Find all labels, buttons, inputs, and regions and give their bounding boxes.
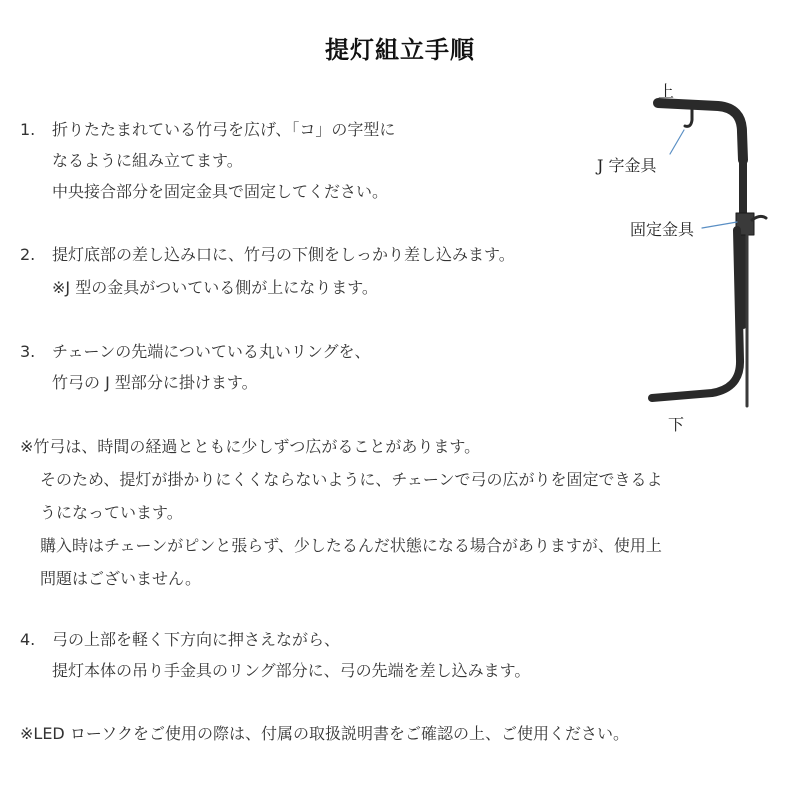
bow-lower-vertical — [652, 230, 740, 398]
j-hook-icon — [685, 108, 692, 126]
step-line: 中央接合部分を固定金具で固定してください。 — [52, 182, 389, 201]
step-number: 3. — [20, 342, 36, 361]
note-line: うになっています。 — [40, 503, 183, 522]
bow-top-arm — [658, 103, 743, 160]
step-number: 2. — [20, 245, 36, 264]
step-line: 提灯底部の差し込み口に、竹弓の下側をしっかり差し込みます。 — [52, 245, 515, 264]
note-line: 問題はございません。 — [40, 569, 201, 588]
bamboo-bow-illustration — [600, 80, 780, 420]
label-clamp: 固定金具 — [630, 220, 695, 239]
note-line: そのため、提灯が掛かりにくくならないように、チェーンで弓の広がりを固定できるよ — [40, 470, 663, 489]
step-line: 竹弓の J 型部分に掛けます。 — [52, 373, 258, 392]
note-line: ※竹弓は、時間の経過とともに少しずつ広がることがあります。 — [20, 437, 481, 456]
note-line: 購入時はチェーンがピンと張らず、少したるんだ状態になる場合がありますが、使用上 — [40, 536, 662, 555]
label-bottom: 下 — [668, 415, 685, 434]
step-line: ※J 型の金具がついている側が上になります。 — [52, 278, 378, 297]
step-number: 1. — [20, 120, 36, 139]
leader-line-clamp — [702, 222, 737, 228]
leader-line-j-hook — [670, 130, 684, 154]
step-line: 折りたたまれている竹弓を広げ、「コ」の字型に — [52, 120, 396, 139]
step-line: なるように組み立てます。 — [52, 151, 243, 170]
step-line: チェーンの先端についている丸いリングを、 — [52, 342, 371, 361]
note-led-candle: ※LED ローソクをご使用の際は、付属の取扱説明書をご確認の上、ご使用ください。 — [20, 724, 630, 743]
label-j-hook: J 字金具 — [597, 156, 657, 175]
label-top: 上 — [658, 82, 675, 101]
step-line: 弓の上部を軽く下方向に押さえながら、 — [52, 630, 341, 649]
step-line: 提灯本体の吊り手金具のリング部分に、弓の先端を差し込みます。 — [52, 661, 531, 680]
step-number: 4. — [20, 630, 36, 649]
page-title: 提灯組立手順 — [325, 36, 475, 64]
